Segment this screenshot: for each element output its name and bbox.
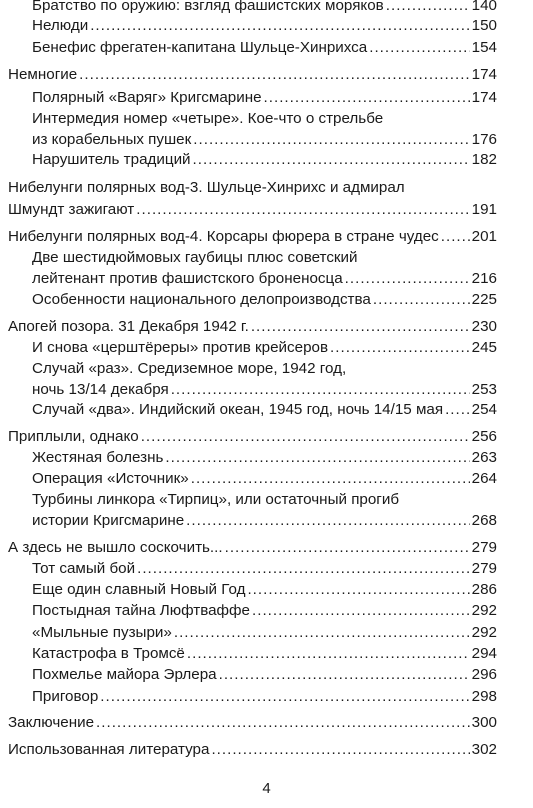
dot-leader [90, 17, 469, 35]
toc-entry [32, 381, 497, 399]
toc-entry-title: И снова «церштёреры» против крейсеров [32, 339, 329, 356]
toc-entry-page: 225 [471, 291, 497, 308]
toc-entry [32, 449, 497, 467]
toc-entry [32, 666, 497, 684]
toc-entry-title: Катастрофа в Тромсё [32, 645, 185, 662]
toc-entry [32, 602, 497, 620]
toc-entry [32, 581, 497, 599]
toc-entry-page: 286 [471, 581, 497, 598]
toc-entry [32, 151, 497, 169]
toc-entry-page: 176 [471, 131, 497, 148]
dot-leader [211, 741, 469, 759]
toc-entry-title: Интермедия номер «четыре». Кое-что о стрельбе [32, 110, 384, 127]
toc-entry-page: 298 [471, 688, 497, 705]
dot-leader [165, 449, 469, 467]
toc-entry-title: Случай «раз». Средиземное море, 1942 год, [32, 360, 347, 377]
toc-entry-page: 230 [471, 318, 497, 335]
toc-entry [32, 17, 497, 35]
dot-leader [193, 131, 469, 149]
toc-entry-page: 253 [471, 381, 497, 398]
toc-entry [32, 110, 383, 128]
toc-entry-page: 294 [471, 645, 497, 662]
toc-entry-title: Нелюди [32, 17, 89, 34]
toc-entry-page: 292 [471, 624, 497, 641]
toc-entry-title: лейтенант против фашистского броненосца [32, 270, 343, 287]
page-number: 4 [262, 780, 271, 797]
toc-entry [32, 645, 497, 663]
toc-entry [32, 401, 497, 419]
toc-entry-page: 302 [471, 741, 497, 758]
toc-entry [8, 741, 497, 759]
dot-leader [193, 151, 470, 169]
toc-entry-page: 201 [471, 228, 497, 245]
dot-leader [369, 39, 469, 57]
toc-entry [32, 89, 497, 107]
toc-entry-title: Еще один славный Новый Год [32, 581, 246, 598]
toc-entry-page: 154 [471, 39, 497, 56]
dot-leader [79, 66, 469, 84]
toc-entry-title: истории Кригсмарине [32, 512, 185, 529]
dot-leader [345, 270, 470, 288]
dot-leader [251, 318, 470, 336]
toc-entry-page: 292 [471, 602, 497, 619]
toc-entry-title: Постыдная тайна Люфтваффе [32, 602, 250, 619]
toc-entry-page: 245 [471, 339, 497, 356]
dot-leader [386, 0, 470, 15]
toc-entry [32, 0, 497, 15]
toc-entry [8, 539, 497, 557]
toc-entry [32, 131, 497, 149]
toc-entry-title: из корабельных пушек [32, 131, 192, 148]
dot-leader [136, 201, 469, 219]
toc-entry-title: Бенефис фрегатен-капитана Шульце-Хинрихса [32, 39, 368, 56]
toc-entry [8, 228, 497, 246]
toc-entry-title: Две шестидюймовых гаубицы плюс советский [32, 249, 358, 266]
toc-entry [32, 624, 497, 642]
toc-entry-page: 279 [471, 560, 497, 577]
toc-entry-title: Нибелунги полярных вод-3. Шульце-Хинрихс и адмирал [8, 179, 405, 196]
toc-entry-title: Братство по оружию: взгляд фашистских моряков [32, 0, 384, 14]
toc-entry [32, 291, 497, 309]
toc-entry-title: Использованная литература [8, 741, 210, 758]
toc-entry-title: «Мыльные пузыри» [32, 624, 172, 641]
toc-entry [32, 270, 497, 288]
toc-entry [32, 512, 497, 530]
toc-entry-page: 174 [471, 89, 497, 106]
toc-entry-page: 191 [471, 201, 497, 218]
dot-leader [191, 470, 470, 488]
toc-entry [8, 714, 497, 732]
toc-entry-title: Нибелунги полярных вод-4. Корсары фюрера в стране чудес [8, 228, 439, 245]
dot-leader [330, 339, 470, 357]
toc-entry-title: Тот самый бой [32, 560, 136, 577]
toc-entry-title: Случай «два». Индийский океан, 1945 год, ночь 14/15 мая [32, 401, 444, 418]
toc-entry [32, 688, 497, 706]
toc-entry-title: Особенности национального делопроизводства [32, 291, 371, 308]
dot-leader [445, 401, 470, 419]
toc-entry [8, 66, 497, 84]
dot-leader [373, 291, 470, 309]
toc-entry-page: 279 [471, 539, 497, 556]
toc-entry-page: 300 [471, 714, 497, 731]
toc-entry-page: 254 [471, 401, 497, 418]
toc-entry [32, 249, 358, 267]
dot-leader [137, 560, 470, 578]
dot-leader [174, 624, 470, 642]
toc-entry-page: 263 [471, 449, 497, 466]
toc-entry-title: Операция «Источник» [32, 470, 189, 487]
toc-entry-title: Приплыли, однако [8, 428, 139, 445]
dot-leader [96, 714, 470, 732]
dot-leader [187, 645, 470, 663]
toc-entry [32, 39, 497, 57]
dot-leader [252, 602, 470, 620]
toc-entry-page: 216 [471, 270, 497, 287]
toc-entry-page: 296 [471, 666, 497, 683]
dot-leader [141, 428, 470, 446]
dot-leader [441, 228, 470, 246]
toc-entry-title: Полярный «Варяг» Кригсмарине [32, 89, 262, 106]
dot-leader [171, 381, 470, 399]
toc-entry [32, 491, 399, 509]
toc-entry-title: Турбины линкора «Тирпиц», или остаточный прогиб [32, 491, 400, 508]
toc-entry [8, 179, 405, 197]
toc-entry-title: ночь 13/14 декабря [32, 381, 169, 398]
toc-entry-page: 182 [471, 151, 497, 168]
toc-entry-page: 256 [471, 428, 497, 445]
dot-leader [225, 539, 470, 557]
dot-leader [100, 688, 469, 706]
toc-entry-title: Приговор [32, 688, 99, 705]
toc-entry-title: Похмелье майора Эрлера [32, 666, 217, 683]
toc-entry-title: А здесь не вышло соскочить... [8, 539, 223, 556]
toc-entry-page: 268 [471, 512, 497, 529]
toc-entry-title: Апогей позора. 31 Декабря 1942 г. [8, 318, 249, 335]
toc-entry [8, 428, 497, 446]
toc-entry-title: Шмундт зажигают [8, 201, 135, 218]
toc-entry [32, 339, 497, 357]
toc-entry-title: Жестяная болезнь [32, 449, 164, 466]
toc-entry-title: Нарушитель традиций [32, 151, 191, 168]
toc-entry-title: Заключение [8, 714, 95, 731]
dot-leader [264, 89, 470, 107]
dot-leader [247, 581, 469, 599]
toc-entry [32, 360, 346, 378]
toc-entry-page: 264 [471, 470, 497, 487]
toc-entry [8, 318, 497, 336]
toc-entry [32, 560, 497, 578]
toc-entry-page: 140 [471, 0, 497, 14]
toc-entry-page: 150 [471, 17, 497, 34]
dot-leader [219, 666, 470, 684]
toc-entry-title: Немногие [8, 66, 78, 83]
toc-entry [8, 201, 497, 219]
toc-entry [32, 470, 497, 488]
dot-leader [186, 512, 469, 530]
toc-entry-page: 174 [471, 66, 497, 83]
